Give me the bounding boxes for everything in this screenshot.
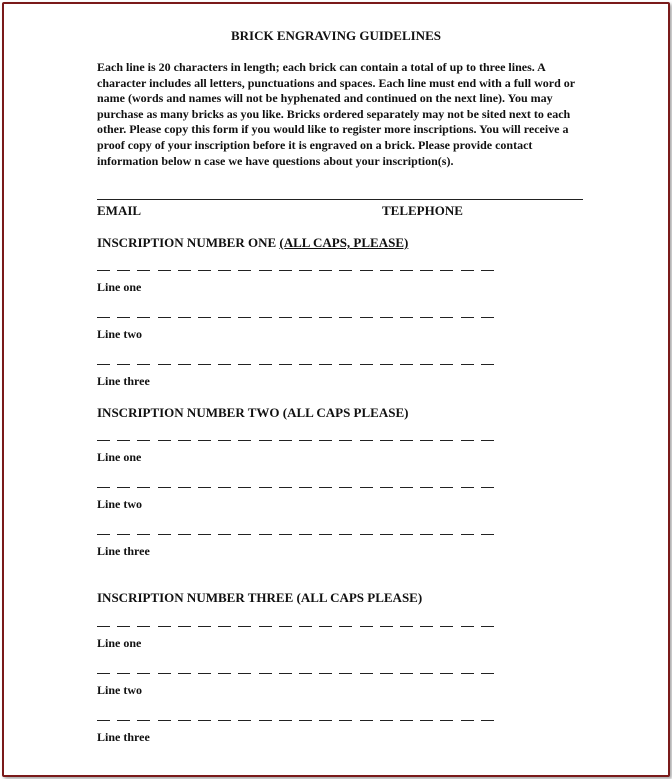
character-blank — [238, 534, 251, 535]
section-two-title-text: INSCRIPTION NUMBER TWO (ALL CAPS PLEASE) — [97, 405, 409, 420]
character-blank — [198, 534, 211, 535]
character-blank — [259, 626, 272, 627]
telephone-label: TELEPHONE — [382, 203, 463, 218]
character-blank — [238, 673, 251, 674]
character-blank — [400, 440, 413, 441]
character-blank — [137, 317, 150, 318]
character-blank — [339, 720, 352, 721]
section-three-line-two-blanks[interactable] — [97, 673, 497, 681]
character-blank — [198, 720, 211, 721]
character-blank — [279, 440, 292, 441]
character-blank — [360, 487, 373, 488]
character-blank — [238, 364, 251, 365]
character-blank — [259, 364, 272, 365]
character-blank — [117, 440, 130, 441]
character-blank — [380, 673, 393, 674]
character-blank — [97, 364, 110, 365]
character-blank — [481, 270, 494, 271]
section-two-line-three-blanks[interactable] — [97, 534, 497, 542]
character-blank — [339, 364, 352, 365]
character-blank — [97, 270, 110, 271]
character-blank — [319, 364, 332, 365]
character-blank — [97, 534, 110, 535]
character-blank — [461, 364, 474, 365]
section-one-line-two-blanks[interactable] — [97, 317, 497, 325]
character-blank — [117, 720, 130, 721]
character-blank — [420, 440, 433, 441]
character-blank — [259, 534, 272, 535]
character-blank — [319, 720, 332, 721]
character-blank — [117, 673, 130, 674]
character-blank — [178, 720, 191, 721]
character-blank — [380, 317, 393, 318]
character-blank — [279, 270, 292, 271]
character-blank — [117, 534, 130, 535]
character-blank — [178, 626, 191, 627]
section-three-line-two-label: Line two — [97, 683, 142, 697]
character-blank — [440, 317, 453, 318]
section-one-title — [97, 235, 408, 251]
character-blank — [158, 534, 171, 535]
character-blank — [117, 270, 130, 271]
character-blank — [137, 673, 150, 674]
character-blank — [178, 317, 191, 318]
section-one-line-one-label: Line one — [97, 280, 142, 294]
character-blank — [238, 270, 251, 271]
section-two-line-three-label: Line three — [97, 544, 150, 558]
character-blank — [299, 440, 312, 441]
character-blank — [299, 534, 312, 535]
section-three-line-three-label: Line three — [97, 730, 150, 744]
character-blank — [218, 440, 231, 441]
character-blank — [178, 364, 191, 365]
character-blank — [259, 317, 272, 318]
character-blank — [400, 487, 413, 488]
character-blank — [319, 673, 332, 674]
character-blank — [158, 626, 171, 627]
section-two-line-two-blanks[interactable] — [97, 487, 497, 495]
character-blank — [461, 626, 474, 627]
character-blank — [299, 364, 312, 365]
character-blank — [198, 626, 211, 627]
character-blank — [380, 720, 393, 721]
section-one-title-text: INSCRIPTION NUMBER ONE — [97, 235, 280, 250]
character-blank — [380, 270, 393, 271]
email-label: EMAIL — [97, 203, 142, 218]
character-blank — [158, 364, 171, 365]
character-blank — [481, 673, 494, 674]
character-blank — [440, 487, 453, 488]
character-blank — [400, 673, 413, 674]
character-blank — [420, 317, 433, 318]
character-blank — [400, 270, 413, 271]
character-blank — [481, 317, 494, 318]
character-blank — [279, 720, 292, 721]
character-blank — [238, 317, 251, 318]
character-blank — [137, 720, 150, 721]
character-blank — [339, 487, 352, 488]
character-blank — [339, 317, 352, 318]
character-blank — [137, 626, 150, 627]
character-blank — [461, 720, 474, 721]
character-blank — [279, 317, 292, 318]
character-blank — [279, 487, 292, 488]
character-blank — [481, 534, 494, 535]
character-blank — [97, 487, 110, 488]
character-blank — [279, 673, 292, 674]
character-blank — [481, 720, 494, 721]
character-blank — [299, 317, 312, 318]
character-blank — [97, 317, 110, 318]
character-blank — [440, 720, 453, 721]
section-three-line-one-label: Line one — [97, 636, 142, 650]
character-blank — [259, 487, 272, 488]
character-blank — [339, 440, 352, 441]
contact-divider — [97, 199, 583, 200]
character-blank — [198, 487, 211, 488]
section-one-title-underlined: (ALL CAPS, PLEASE) — [279, 235, 409, 250]
character-blank — [158, 317, 171, 318]
character-blank — [198, 364, 211, 365]
character-blank — [218, 364, 231, 365]
character-blank — [440, 364, 453, 365]
character-blank — [420, 626, 433, 627]
character-blank — [137, 534, 150, 535]
character-blank — [218, 720, 231, 721]
character-blank — [238, 626, 251, 627]
character-blank — [279, 364, 292, 365]
character-blank — [339, 534, 352, 535]
character-blank — [137, 364, 150, 365]
page-title: BRICK ENGRAVING GUIDELINES — [231, 28, 441, 43]
character-blank — [319, 317, 332, 318]
section-one-line-three-label: Line three — [97, 374, 150, 388]
guidelines-paragraph: Each line is 20 characters in length; each brick can contain a total of up to three lines. A character includes all letters, punctuations and spaces. Each line must end with a full word or name (words and names will not be hyphenated and continued on the next line). You may purchase as many bricks as you like. Bricks ordered separately may not be sited next to each other. Please copy this form if you would like to register more inscriptions. You will receive a proof copy of your inscription before it is engraved on a brick. Please provide contact information below n case we have questions about your inscription(s). — [97, 60, 575, 168]
character-blank — [360, 440, 373, 441]
character-blank — [400, 364, 413, 365]
character-blank — [380, 440, 393, 441]
character-blank — [218, 487, 231, 488]
character-blank — [238, 720, 251, 721]
character-blank — [97, 626, 110, 627]
character-blank — [299, 673, 312, 674]
section-one-line-one-blanks[interactable] — [97, 270, 497, 278]
character-blank — [178, 487, 191, 488]
section-three-title-text: INSCRIPTION NUMBER THREE (ALL CAPS PLEASE) — [97, 590, 423, 605]
character-blank — [117, 364, 130, 365]
character-blank — [461, 534, 474, 535]
character-blank — [198, 440, 211, 441]
character-blank — [339, 270, 352, 271]
character-blank — [400, 720, 413, 721]
character-blank — [117, 487, 130, 488]
character-blank — [319, 487, 332, 488]
character-blank — [178, 673, 191, 674]
character-blank — [360, 534, 373, 535]
character-blank — [299, 270, 312, 271]
character-blank — [400, 317, 413, 318]
character-blank — [259, 270, 272, 271]
character-blank — [299, 626, 312, 627]
character-blank — [117, 626, 130, 627]
character-blank — [198, 673, 211, 674]
character-blank — [360, 673, 373, 674]
section-one-line-two-label: Line two — [97, 327, 142, 341]
character-blank — [461, 317, 474, 318]
character-blank — [420, 673, 433, 674]
character-blank — [97, 720, 110, 721]
character-blank — [178, 270, 191, 271]
character-blank — [259, 720, 272, 721]
character-blank — [97, 673, 110, 674]
character-blank — [218, 534, 231, 535]
character-blank — [178, 440, 191, 441]
character-blank — [481, 487, 494, 488]
character-blank — [259, 673, 272, 674]
character-blank — [218, 317, 231, 318]
character-blank — [380, 487, 393, 488]
character-blank — [380, 626, 393, 627]
character-blank — [380, 364, 393, 365]
character-blank — [440, 626, 453, 627]
character-blank — [440, 673, 453, 674]
character-blank — [481, 364, 494, 365]
character-blank — [360, 317, 373, 318]
character-blank — [440, 440, 453, 441]
section-three-line-three-blanks[interactable] — [97, 720, 497, 728]
character-blank — [97, 440, 110, 441]
section-two-line-two-label: Line two — [97, 497, 142, 511]
character-blank — [420, 534, 433, 535]
character-blank — [319, 270, 332, 271]
character-blank — [319, 626, 332, 627]
character-blank — [198, 317, 211, 318]
character-blank — [440, 534, 453, 535]
section-two-line-one-blanks[interactable] — [97, 440, 497, 448]
section-three-title — [97, 590, 422, 606]
character-blank — [218, 626, 231, 627]
character-blank — [360, 270, 373, 271]
character-blank — [420, 487, 433, 488]
character-blank — [319, 534, 332, 535]
character-blank — [137, 487, 150, 488]
character-blank — [461, 673, 474, 674]
character-blank — [360, 626, 373, 627]
character-blank — [461, 270, 474, 271]
character-blank — [158, 270, 171, 271]
character-blank — [440, 270, 453, 271]
character-blank — [461, 440, 474, 441]
character-blank — [360, 720, 373, 721]
character-blank — [137, 270, 150, 271]
character-blank — [259, 440, 272, 441]
document-page — [2, 2, 670, 777]
character-blank — [279, 534, 292, 535]
character-blank — [198, 270, 211, 271]
character-blank — [178, 534, 191, 535]
character-blank — [238, 487, 251, 488]
character-blank — [158, 673, 171, 674]
character-blank — [137, 440, 150, 441]
character-blank — [299, 720, 312, 721]
character-blank — [339, 673, 352, 674]
section-two-title — [97, 405, 408, 421]
character-blank — [158, 487, 171, 488]
character-blank — [461, 487, 474, 488]
character-blank — [319, 440, 332, 441]
character-blank — [420, 364, 433, 365]
character-blank — [420, 270, 433, 271]
character-blank — [481, 626, 494, 627]
character-blank — [481, 440, 494, 441]
character-blank — [218, 270, 231, 271]
section-one-line-three-blanks[interactable] — [97, 364, 497, 372]
character-blank — [238, 440, 251, 441]
character-blank — [380, 534, 393, 535]
character-blank — [218, 673, 231, 674]
character-blank — [279, 626, 292, 627]
character-blank — [400, 534, 413, 535]
character-blank — [158, 720, 171, 721]
character-blank — [339, 626, 352, 627]
character-blank — [360, 364, 373, 365]
character-blank — [420, 720, 433, 721]
character-blank — [400, 626, 413, 627]
section-two-line-one-label: Line one — [97, 450, 142, 464]
character-blank — [299, 487, 312, 488]
character-blank — [158, 440, 171, 441]
section-three-line-one-blanks[interactable] — [97, 626, 497, 634]
character-blank — [117, 317, 130, 318]
